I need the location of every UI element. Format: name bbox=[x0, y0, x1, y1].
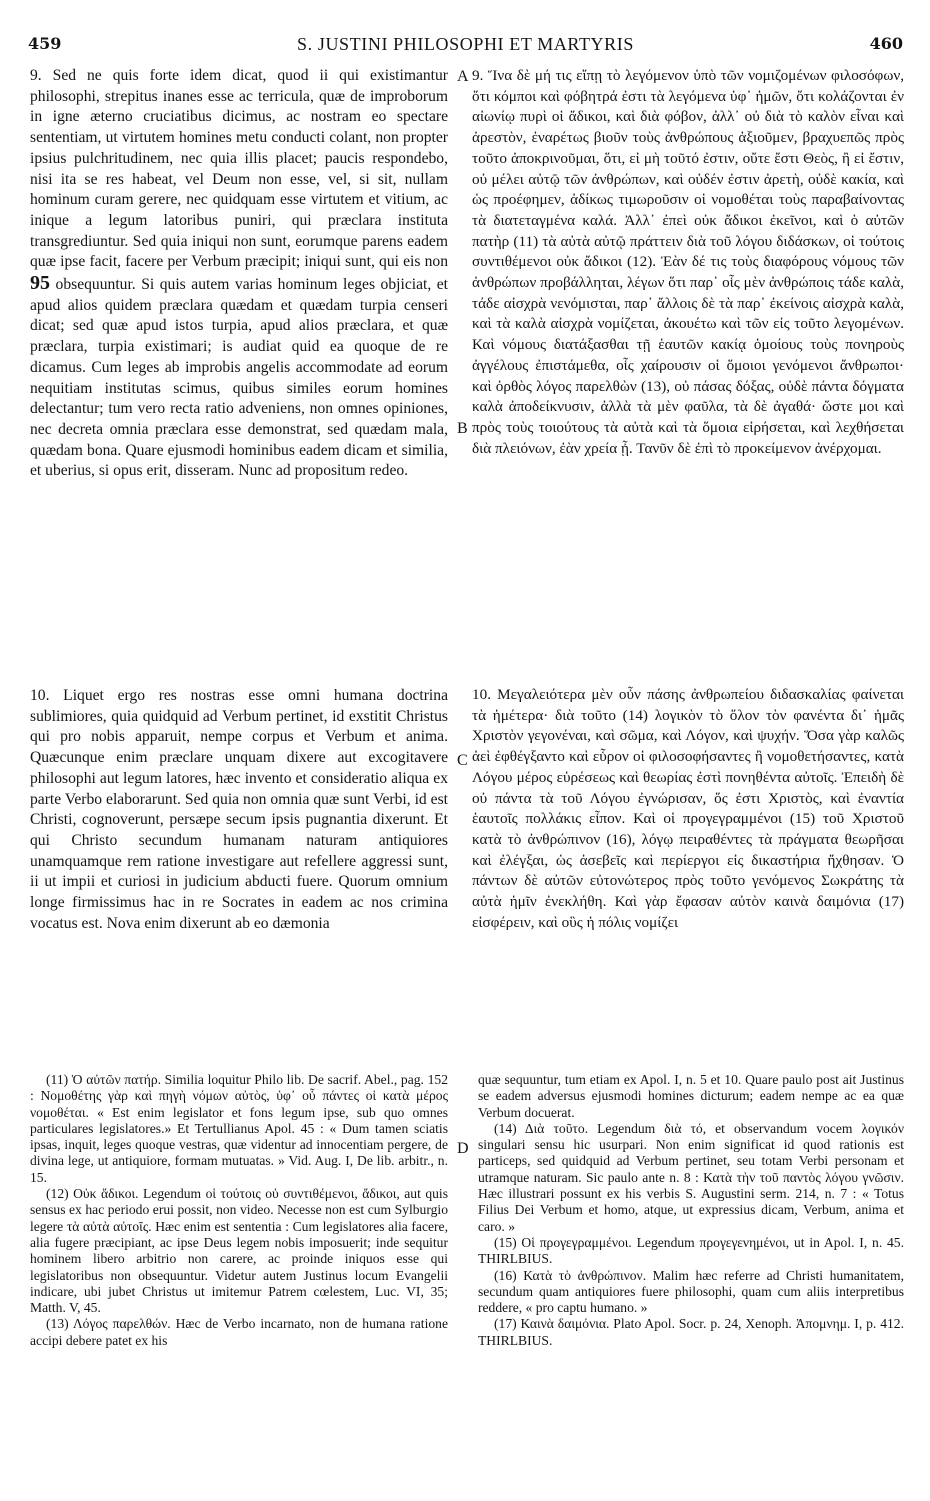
running-title: S. JUSTINI PHILOSOPHI ET MARTYRIS bbox=[297, 34, 634, 54]
latin-column-lower bbox=[30, 686, 448, 934]
right-page-number: 460 bbox=[869, 34, 903, 53]
greek-paragraph-9: 9. Ἵνα δὲ μή τις εἴπῃ τὸ λεγόμενον ὑπὸ τῶν νομιζομένων φιλοσόφων, ὅτι κόμποι καὶ φόβητρά ἐστι τὰ λεγόμενα ὑφ᾽ ἡμῶν, ὅτι κολάζονται ἐν αἰωνίῳ πυρὶ οἱ ἄδικοι, καὶ διὰ φόβον, ἀλλ᾽ οὐ διὰ τὸ καλὸν εἶναι καὶ ἀρεστὸν, ἐναρέτως βιοῦν τοὺς ἀνθρώπους ἀξιοῦμεν, βραχυεπῶς πρὸς τοῦτο ἀποκρινοῦμαι, ὅτι, εἰ μὴ τοῦτό ἐστιν, οὔτε ἔστι Θεὸς, ἢ εἰ ἔστιν, οὐ μέλει αὐτῷ τῶν ἀνθρώπων, καὶ οὐδέν ἐστιν ἀρετὴ, οὐδὲ κακία, καὶ ὡς προέφημεν, ἀδίκως τιμωροῦσιν οἱ νομοθέται τοὺς παραβαίνοντας τὰ διατεταγμένα καλά. Ἀλλ᾽ ἐπεὶ οὐκ ἄδικοι ἐκεῖνοι, καὶ ὁ αὐτῶν πατὴρ (11) τὰ αὐτὰ αὐτῷ πράττειν διὰ τοῦ λόγου διδάσκων, οἱ τούτοις συντιθέμενοι οὐκ ἄδικοι (12). Ἐὰν δέ τις τοὺς διαφόρους νόμους τῶν ἀνθρώπων προβάλληται, λέγων ὅτι παρ᾽ οἷς μὲν ἀνθρώποις τάδε καλὰ, τάδε αἰσχρὰ νενόμισται, παρ᾽ ἄλλοις δὲ τὰ παρ᾽ ἐκείνοις αἰσχρὰ καλὰ, καὶ τὰ καλὰ αἰσχρὰ νομίζεται, ἀκουέτω καὶ τῶν εἰς τοῦτο λεγομένων. Καὶ νόμους διατάξασθαι τῇ ἑαυτῶν κακίᾳ ὁμοίους τοὺς πονηροὺς ἀγγέλους ἐπιστάμεθα, οἷς χαίρουσιν οἱ ὅμοιοι γενόμενοι ἄνθρωποι· καὶ ὀρθὸς λόγος παρελθὼν (13), οὐ πάσας δόξας, οὐδὲ πάντα δόγματα καλὰ ἀποδείκνυσιν, ἀλλὰ τὰ μὲν φαῦλα, τὰ δὲ ἀγαθά· ὥστε μοι καὶ πρὸς τοὺς τοιούτους τὰ αὐτὰ καὶ τὰ ὅμοια εἰρήσεται, καὶ λεχθήσεται διὰ πλειόνων, ἐὰν χρεία ᾖ. Τανῦν δὲ ἐπὶ τὸ προκείμενον ἀνέρχομαι. bbox=[472, 67, 904, 457]
footnote-13-continued: quæ sequuntur, tum etiam ex Apol. I, n. 5 et 10. Quare paulo post ait Justinus se eadem adversus ejusmodi homines dicturum; eadem nempe ac ea quæ Verbum docuerat. bbox=[478, 1072, 904, 1120]
footnotes-left bbox=[30, 1072, 448, 1349]
footnote-17: (17) Καινὰ δαιμόνια. Plato Apol. Socr. p. 24, Xenoph. Ἀπομνημ. I, p. 412. THIRLBIUS. bbox=[478, 1316, 904, 1348]
greek-paragraph-10: 10. Μεγαλειότερα μὲν οὖν πάσης ἀνθρωπείου διδασκαλίας φαίνεται τὰ ἡμέτερα· διὰ τοῦτο (14) λογικὸν τὸ ὅλον τὸν φανέντα δι᾽ ἡμᾶς Χριστὸν γεγονέναι, καὶ σῶμα, καὶ Λόγον, καὶ ψυχήν. Ὅσα γὰρ καλῶς ἀεὶ ἐφθέγξαντο καὶ εὗρον οἱ φιλοσοφήσαντες ἢ νομοθετήσαντες, κατὰ Λόγου μέρος εὑρέσεως καὶ θεωρίας ἐστὶ πονηθέντα αὐτοῖς. Ἐπειδὴ δὲ οὐ πάντα τὰ τοῦ Λόγου ἐγνώρισαν, ὅς ἐστι Χριστὸς, καὶ ἐναντία ἑαυτοῖς πολλάκις εἶπον. Καὶ οἱ προγεγραμμένοι (15) τοῦ Χριστοῦ κατὰ τὸ ἀνθρώπινον (16), λόγῳ πειραθέντες τὰ πράγματα θεωρῆσαι καὶ ἐλέγξαι, ὡς ἀσεβεῖς καὶ περίεργοι εἰς δικαστήρια ἤχθησαν. Ὁ πάντων δὲ αὐτῶν εὐτονώτερος πρὸς τοῦτο γενόμενος Σωκράτης τὰ αὐτὰ ἡμῖν ἐνεκλήθη. Καὶ γὰρ ἔφασαν αὐτὸν καινὰ δαιμόνια (17) εἰσφέρειν, καὶ οὓς ἡ πόλις νομίζει bbox=[472, 686, 904, 931]
latin-paragraph-10: 10. Liquet ergo res nostras esse omni humana doctrina sublimiores, quia quidquid ad Verbum pertinet, id exstitit Christus qui pro nobis apparuit, nempe corpus et Verbum et anima. Quæcunque enim præclare unquam dixere aut excogitavere philosophi aut legum latores, hæc invento et consideratio aliqua ex parte Verbo elaborarunt. Sed quia non omnia quæ sunt Verbi, id est Christi, cognoverunt, persæpe secum ipsis pugnantia dixerunt. Et qui Christo secundum humanam naturam antiquiores unamquamque rem ratione investigare aut refellere aggressi sunt, ii ut impii et curiosi in judicium abducti fuere. Quorum omnium longe firmissimus hac in re Socrates in eadem ac nos crimina vocatus est. Nova enim dixerunt ab eo dæmonia bbox=[30, 687, 448, 932]
margin-marker-d: D bbox=[457, 1140, 469, 1157]
footnotes-right bbox=[478, 1072, 904, 1349]
greek-column-lower bbox=[472, 685, 904, 933]
running-header bbox=[28, 34, 903, 58]
footnote-14: (14) Διὰ τοῦτο. Legendum διὰ τό, et observandum vocem λογικόν singulari sensu hic usurpari. Non enim significat id quod rationis est particeps, sed quidquid ad Verbum pertinet, seu totam Verbi personam et utramque naturam. Sic paulo ante n. 8 : Κατὰ τὴν τοῦ παντὸς λόγου γνῶσιν. Hæc illustrari possunt ex his verbis S. Augustini serm. 214, n. 7 : « Totus Filius Dei Verbum et homo, atque, ut expressius dicam, Verbum, anima et caro. » bbox=[478, 1120, 904, 1234]
page-reference: 95 bbox=[30, 272, 50, 295]
footnote-11: (11) Ὁ αὐτῶν πατήρ. Similia loquitur Philo lib. De sacrif. Abel., pag. 152 : Νομοθέτης γὰρ καὶ πηγὴ νόμων αὐτὸς, ὑφ᾽ οὗ πάντες οἱ κατὰ μέρος νομοθέται. « Est enim legislator et fons legum ipse, sub quo omnes particulares legislatores.» Et Tertullianus Apol. 45 : « Dum tamen sciatis ipsas, inquit, leges quoque vestras, quæ videntur ad innocentiam pergere, de divina lege, ut antiquiore, formam mutuatas. » Vid. Aug. I, De lib. arbitr., n. 15. bbox=[30, 1072, 448, 1185]
greek-column-upper bbox=[472, 66, 904, 459]
margin-marker-a: A bbox=[457, 68, 469, 85]
latin-paragraph-9-part-b: obsequuntur. Si quis autem varias hominum leges objiciat, et apud alios quidem præclara quædam et quædam turpia censeri dicat; sed quæ apud istos turpia, apud alios præclara, et quæ præclara, turpia existimari; is audiat quid ea quoque de re dicamus. Cum leges ab improbis angelis accommodate ad eorum nequitiam institutas scimus, quibus similes eorum homines delectantur; tum vero recta ratio adveniens, non omnes opiniones, nec decreta omnia præclara esse demonstrat, sed quædam mala, quædam bona. Quare ejusmodi hominibus eadem dicam et similia, et uberius, si opus erit, disseram. Nunc ad propositum redeo. bbox=[30, 276, 449, 480]
latin-column-upper bbox=[30, 66, 448, 482]
latin-paragraph-9-part-a: 9. Sed ne quis forte idem dicat, quod ii qui existimantur philosophi, strepitus inanes esse ac terricula, quæ de improborum in igne æterno cruciatibus dicimus, ac nostram eo spectare sententiam, ut virtutem homines metu conducti colant, non propter ipsius pulchritudinem, nec quia illis placet; paucis respondebo, nisi ita se res habeat, vel Deum non esse, vel, si sit, nullam hominum curam gerere, nec quidquam esse virtutem et vitium, ac inique a legum latoribus puniri, qui præclara instituta transgrediuntur. Sed quia iniqui non sunt, eorumque parens eadem quæ ipse facit, facere per Verbum præcipit; iniqui sunt, qui eis non bbox=[30, 67, 448, 271]
footnote-13: (13) Λόγος παρελθών. Hæc de Verbo incarnato, non de humana ratione accipi debere patet ex his bbox=[30, 1316, 448, 1348]
footnote-15: (15) Οἱ προγεγραμμένοι. Legendum προγεγενημένοι, ut in Apol. I, n. 45. THIRLBIUS. bbox=[478, 1234, 904, 1267]
latin-paragraph-9 bbox=[30, 66, 448, 482]
left-page-number: 459 bbox=[28, 34, 62, 53]
footnote-16: (16) Κατὰ τὸ ἀνθρώπινον. Malim hæc referre ad Christi humanitatem, secundum quam antiquiores fuere philosophi, quam cum aliis interpretibus reddere, « pro captu humano. » bbox=[478, 1267, 904, 1316]
footnote-12: (12) Οὐκ ἄδικοι. Legendum οἱ τούτοις οὐ συντιθέμενοι, ἄδικοι, aut quis sensus ex hac periodo erui possit, non video. Necesse non est cum Sylburgio legere τὰ αὐτὰ αὐτοῖς. Hæc enim est sententia : Cum legislatores alia facere, alia fugere præcipiant, ac ipse Deus legem nobis imposuerit; inde sequitur hominem libero arbitrio non carere, ac proinde iniquos esse qui legislatoribus non obsequuntur. Videtur autem Justinus locum Evangelii indicare, ubi jubet Christus ut imitemur Patrem cœlestem, Luc. VI, 35; Matth. V, 45. bbox=[30, 1186, 448, 1316]
margin-marker-c: C bbox=[457, 752, 468, 769]
margin-marker-b: B bbox=[457, 420, 468, 437]
